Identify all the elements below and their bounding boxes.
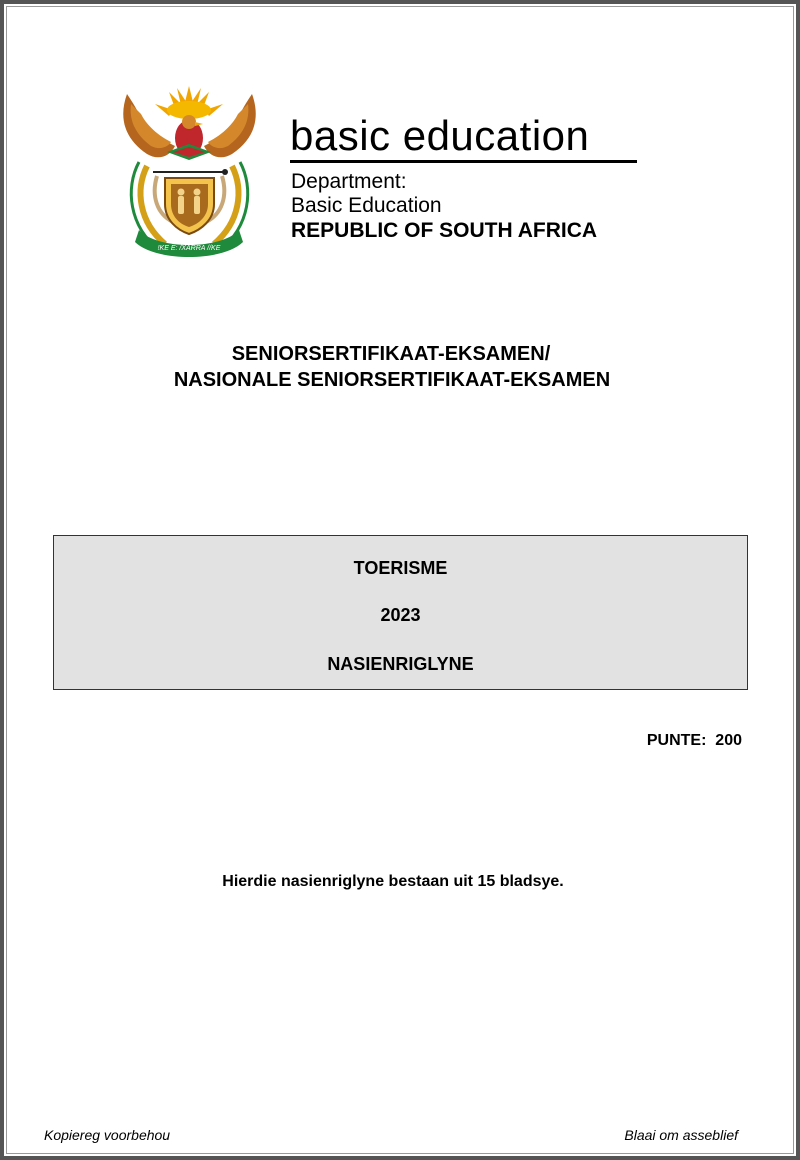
brand-title: basic education [290,112,590,159]
total-marks: PUNTE: 200 [646,732,742,749]
page-count-note: Hierdie nasienriglyne bestaan uit 15 bladsye. [222,873,564,890]
department-name: Basic Education [291,194,442,217]
copyright-notice: Kopiereg voorbehou [44,1127,171,1143]
country-name: REPUBLIC OF SOUTH AFRICA [291,219,598,242]
department-label: Department: [291,170,407,193]
brand-underline [290,160,637,163]
document-type: NASIENRIGLYNE [327,654,474,674]
crest-motto: !KE E: /XARRA //KE [157,245,221,252]
subject-name: TOERISME [353,558,448,578]
turn-over-notice: Blaai om asseblief [624,1127,738,1143]
exam-year: 2023 [380,605,421,625]
subject-box [53,535,748,690]
coat-of-arms-icon [117,80,262,260]
exam-title-line1: SENIORSERTIFIKAAT-EKSAMEN/ [231,343,551,365]
exam-title-line2: NASIONALE SENIORSERTIFIKAAT-EKSAMEN [173,369,611,391]
